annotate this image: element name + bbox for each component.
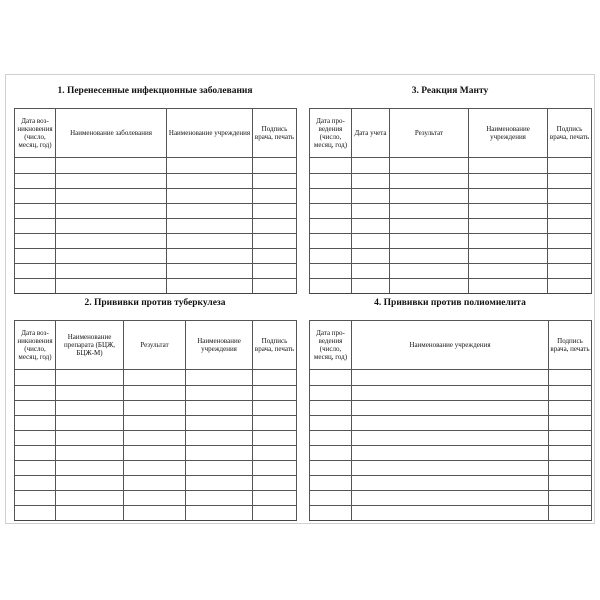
- empty-cell[interactable]: [167, 264, 253, 279]
- empty-cell[interactable]: [186, 461, 253, 476]
- tuberculosis-vaccinations-table: [14, 320, 297, 521]
- empty-cell[interactable]: [253, 204, 297, 219]
- empty-cell[interactable]: [124, 461, 186, 476]
- table-row: [15, 158, 297, 174]
- empty-cell[interactable]: [186, 491, 253, 506]
- empty-cell[interactable]: [56, 416, 124, 431]
- empty-cell[interactable]: [56, 431, 124, 446]
- empty-cell[interactable]: [15, 401, 56, 416]
- empty-cell[interactable]: [56, 491, 124, 506]
- empty-cell[interactable]: [549, 506, 592, 521]
- table-row: [15, 416, 297, 431]
- table-row: [15, 219, 297, 234]
- empty-cell[interactable]: [15, 158, 56, 174]
- empty-cell[interactable]: [352, 370, 549, 386]
- empty-cell[interactable]: [167, 158, 253, 174]
- column-header-institution: Наименование учреждения: [352, 321, 549, 370]
- table-row: [15, 401, 297, 416]
- empty-cell[interactable]: [186, 446, 253, 461]
- empty-cell[interactable]: [15, 204, 56, 219]
- column-header-institution: Наименование учреждения: [469, 109, 548, 158]
- empty-cell[interactable]: [390, 219, 469, 234]
- section-polio-vaccinations: [309, 295, 591, 515]
- empty-cell[interactable]: [56, 506, 124, 521]
- empty-cell[interactable]: [253, 158, 297, 174]
- empty-cell[interactable]: [549, 446, 592, 461]
- table-row: [310, 416, 592, 431]
- table-row: [15, 506, 297, 521]
- empty-cell[interactable]: [15, 189, 56, 204]
- empty-cell[interactable]: [310, 158, 352, 174]
- table-row: [15, 264, 297, 279]
- column-header-result: Результат: [390, 109, 469, 158]
- section-title: 2. Прививки против туберкулеза: [84, 298, 226, 308]
- table-row: [15, 431, 297, 446]
- empty-cell[interactable]: [548, 279, 592, 294]
- empty-cell[interactable]: [253, 416, 297, 431]
- empty-cell[interactable]: [310, 461, 352, 476]
- empty-cell[interactable]: [310, 476, 352, 491]
- empty-cell[interactable]: [390, 158, 469, 174]
- empty-cell[interactable]: [310, 279, 352, 294]
- empty-cell[interactable]: [310, 174, 352, 189]
- empty-cell[interactable]: [15, 476, 56, 491]
- empty-cell[interactable]: [253, 476, 297, 491]
- empty-cell[interactable]: [56, 189, 167, 204]
- empty-cell[interactable]: [253, 370, 297, 386]
- empty-cell[interactable]: [186, 370, 253, 386]
- empty-cell[interactable]: [15, 279, 56, 294]
- empty-cell[interactable]: [56, 446, 124, 461]
- section-mantoux: [309, 83, 591, 283]
- empty-cell[interactable]: [253, 461, 297, 476]
- table-row: [310, 491, 592, 506]
- empty-cell[interactable]: [124, 370, 186, 386]
- empty-cell[interactable]: [253, 506, 297, 521]
- section-infectious-diseases: [14, 83, 296, 283]
- empty-cell[interactable]: [56, 370, 124, 386]
- empty-cell[interactable]: [390, 174, 469, 189]
- empty-cell[interactable]: [352, 189, 390, 204]
- empty-cell[interactable]: [253, 431, 297, 446]
- table-row: [15, 370, 297, 386]
- empty-cell[interactable]: [56, 461, 124, 476]
- empty-cell[interactable]: [15, 219, 56, 234]
- infectious-diseases-table: [14, 108, 297, 294]
- table-row: [310, 446, 592, 461]
- polio-vaccinations-table: [309, 320, 592, 521]
- table-row: [15, 491, 297, 506]
- empty-cell[interactable]: [186, 416, 253, 431]
- empty-cell[interactable]: [469, 219, 548, 234]
- empty-cell[interactable]: [469, 174, 548, 189]
- empty-cell[interactable]: [186, 506, 253, 521]
- empty-cell[interactable]: [186, 401, 253, 416]
- empty-cell[interactable]: [253, 189, 297, 204]
- empty-cell[interactable]: [548, 219, 592, 234]
- table-row: [15, 249, 297, 264]
- empty-cell[interactable]: [253, 219, 297, 234]
- empty-cell[interactable]: [310, 370, 352, 386]
- empty-cell[interactable]: [167, 279, 253, 294]
- empty-cell[interactable]: [56, 234, 167, 249]
- table-row: [15, 204, 297, 219]
- empty-cell[interactable]: [548, 234, 592, 249]
- empty-cell[interactable]: [549, 370, 592, 386]
- empty-cell[interactable]: [310, 416, 352, 431]
- empty-cell[interactable]: [253, 264, 297, 279]
- column-header-institution: Наименование учреждения: [186, 321, 253, 370]
- column-header-signature: Подпись врача, печать: [253, 321, 297, 370]
- empty-cell[interactable]: [352, 476, 549, 491]
- empty-cell[interactable]: [310, 431, 352, 446]
- column-header-vaccine: Наименование препарата (БЦЖ, БЦЖ-М): [56, 321, 124, 370]
- table-row: [310, 249, 592, 264]
- empty-cell[interactable]: [15, 386, 56, 401]
- empty-cell[interactable]: [390, 249, 469, 264]
- column-header-disease: Наименование заболевания: [56, 109, 167, 158]
- empty-cell[interactable]: [167, 219, 253, 234]
- column-header-date: Дата про- ведения (число, месяц, год): [310, 109, 352, 158]
- empty-cell[interactable]: [352, 204, 390, 219]
- empty-cell[interactable]: [352, 416, 549, 431]
- empty-cell[interactable]: [310, 491, 352, 506]
- empty-cell[interactable]: [15, 506, 56, 521]
- empty-cell[interactable]: [124, 476, 186, 491]
- empty-cell[interactable]: [352, 158, 390, 174]
- empty-cell[interactable]: [549, 476, 592, 491]
- empty-cell[interactable]: [253, 386, 297, 401]
- empty-cell[interactable]: [124, 431, 186, 446]
- empty-cell[interactable]: [310, 219, 352, 234]
- empty-cell[interactable]: [390, 204, 469, 219]
- empty-cell[interactable]: [56, 401, 124, 416]
- empty-cell[interactable]: [352, 264, 390, 279]
- empty-cell[interactable]: [352, 386, 549, 401]
- empty-cell[interactable]: [549, 386, 592, 401]
- empty-cell[interactable]: [15, 431, 56, 446]
- empty-cell[interactable]: [186, 476, 253, 491]
- empty-cell[interactable]: [124, 491, 186, 506]
- table-row: [310, 219, 592, 234]
- empty-cell[interactable]: [310, 446, 352, 461]
- empty-cell[interactable]: [352, 446, 549, 461]
- empty-cell[interactable]: [167, 234, 253, 249]
- empty-cell[interactable]: [15, 461, 56, 476]
- empty-cell[interactable]: [253, 249, 297, 264]
- empty-cell[interactable]: [469, 279, 548, 294]
- empty-cell[interactable]: [352, 491, 549, 506]
- empty-cell[interactable]: [469, 249, 548, 264]
- empty-cell[interactable]: [124, 506, 186, 521]
- table-row: [310, 461, 592, 476]
- table-row: [310, 370, 592, 386]
- empty-cell[interactable]: [253, 174, 297, 189]
- empty-cell[interactable]: [15, 416, 56, 431]
- empty-cell[interactable]: [548, 204, 592, 219]
- empty-cell[interactable]: [124, 416, 186, 431]
- empty-cell[interactable]: [469, 264, 548, 279]
- column-header-signature: Подпись врача, печать: [548, 109, 592, 158]
- empty-cell[interactable]: [310, 234, 352, 249]
- empty-cell[interactable]: [549, 431, 592, 446]
- empty-cell[interactable]: [310, 204, 352, 219]
- empty-cell[interactable]: [549, 491, 592, 506]
- empty-cell[interactable]: [548, 158, 592, 174]
- empty-cell[interactable]: [167, 249, 253, 264]
- column-header-result: Результат: [124, 321, 186, 370]
- empty-cell[interactable]: [56, 476, 124, 491]
- empty-cell[interactable]: [15, 249, 56, 264]
- table-row: [15, 461, 297, 476]
- empty-cell[interactable]: [310, 189, 352, 204]
- table-row: [15, 446, 297, 461]
- section-title: 1. Перенесенные инфекционные заболевания: [57, 86, 253, 96]
- table-row: [15, 189, 297, 204]
- empty-cell[interactable]: [549, 461, 592, 476]
- empty-cell[interactable]: [253, 446, 297, 461]
- column-header-institution: Наименование учреждения: [167, 109, 253, 158]
- empty-cell[interactable]: [253, 401, 297, 416]
- empty-cell[interactable]: [253, 234, 297, 249]
- table-row: [310, 279, 592, 294]
- column-header-date: Дата воз- никновения (число, месяц, год): [15, 321, 56, 370]
- empty-cell[interactable]: [15, 264, 56, 279]
- empty-cell[interactable]: [167, 174, 253, 189]
- empty-cell[interactable]: [549, 416, 592, 431]
- empty-cell[interactable]: [15, 234, 56, 249]
- empty-cell[interactable]: [469, 204, 548, 219]
- empty-cell[interactable]: [549, 401, 592, 416]
- empty-cell[interactable]: [352, 461, 549, 476]
- table-row: [310, 506, 592, 521]
- empty-cell[interactable]: [15, 446, 56, 461]
- empty-cell[interactable]: [56, 279, 167, 294]
- empty-cell[interactable]: [56, 264, 167, 279]
- empty-cell[interactable]: [56, 219, 167, 234]
- empty-cell[interactable]: [56, 158, 167, 174]
- empty-cell[interactable]: [253, 279, 297, 294]
- empty-cell[interactable]: [310, 264, 352, 279]
- empty-cell[interactable]: [167, 189, 253, 204]
- table-row: [310, 189, 592, 204]
- empty-cell[interactable]: [186, 386, 253, 401]
- empty-cell[interactable]: [469, 158, 548, 174]
- table-row: [310, 234, 592, 249]
- empty-cell[interactable]: [352, 279, 390, 294]
- column-header-record-date: Дата учета: [352, 109, 390, 158]
- empty-cell[interactable]: [390, 234, 469, 249]
- empty-cell[interactable]: [167, 204, 253, 219]
- mantoux-table: [309, 108, 592, 294]
- table-row: [15, 234, 297, 249]
- empty-cell[interactable]: [56, 174, 167, 189]
- empty-cell[interactable]: [352, 219, 390, 234]
- table-row: [310, 204, 592, 219]
- empty-cell[interactable]: [352, 506, 549, 521]
- empty-cell[interactable]: [390, 264, 469, 279]
- empty-cell[interactable]: [310, 506, 352, 521]
- empty-cell[interactable]: [390, 279, 469, 294]
- empty-cell[interactable]: [15, 491, 56, 506]
- table-row: [15, 174, 297, 189]
- empty-cell[interactable]: [469, 189, 548, 204]
- section-tuberculosis-vaccinations: [14, 295, 296, 515]
- empty-cell[interactable]: [253, 491, 297, 506]
- table-row: [310, 174, 592, 189]
- table-row: [310, 476, 592, 491]
- empty-cell[interactable]: [310, 401, 352, 416]
- empty-cell[interactable]: [15, 174, 56, 189]
- table-row: [15, 476, 297, 491]
- column-header-signature: Подпись врача, печать: [549, 321, 592, 370]
- empty-cell[interactable]: [15, 370, 56, 386]
- empty-cell[interactable]: [352, 234, 390, 249]
- empty-cell[interactable]: [352, 249, 390, 264]
- empty-cell[interactable]: [390, 189, 469, 204]
- table-row: [15, 279, 297, 294]
- empty-cell[interactable]: [352, 431, 549, 446]
- empty-cell[interactable]: [310, 386, 352, 401]
- empty-cell[interactable]: [469, 234, 548, 249]
- empty-cell[interactable]: [124, 446, 186, 461]
- table-row: [310, 431, 592, 446]
- empty-cell[interactable]: [548, 189, 592, 204]
- table-row: [310, 386, 592, 401]
- empty-cell[interactable]: [124, 401, 186, 416]
- table-row: [310, 401, 592, 416]
- empty-cell[interactable]: [352, 401, 549, 416]
- section-title: 3. Реакция Манту: [411, 86, 489, 96]
- empty-cell[interactable]: [124, 386, 186, 401]
- empty-cell[interactable]: [56, 249, 167, 264]
- empty-cell[interactable]: [310, 249, 352, 264]
- table-row: [15, 386, 297, 401]
- empty-cell[interactable]: [186, 431, 253, 446]
- empty-cell[interactable]: [352, 174, 390, 189]
- column-header-date: Дата воз- никновения (число, месяц, год): [15, 109, 56, 158]
- empty-cell[interactable]: [548, 174, 592, 189]
- empty-cell[interactable]: [548, 264, 592, 279]
- table-row: [310, 158, 592, 174]
- section-title: 4. Прививки против полиомиелита: [374, 298, 526, 308]
- passport-spread: [5, 74, 595, 524]
- column-header-signature: Подпись врача, печать: [253, 109, 297, 158]
- table-row: [310, 264, 592, 279]
- empty-cell[interactable]: [548, 249, 592, 264]
- column-header-date: Дата про- ведения (число, месяц, год): [310, 321, 352, 370]
- empty-cell[interactable]: [56, 386, 124, 401]
- empty-cell[interactable]: [56, 204, 167, 219]
